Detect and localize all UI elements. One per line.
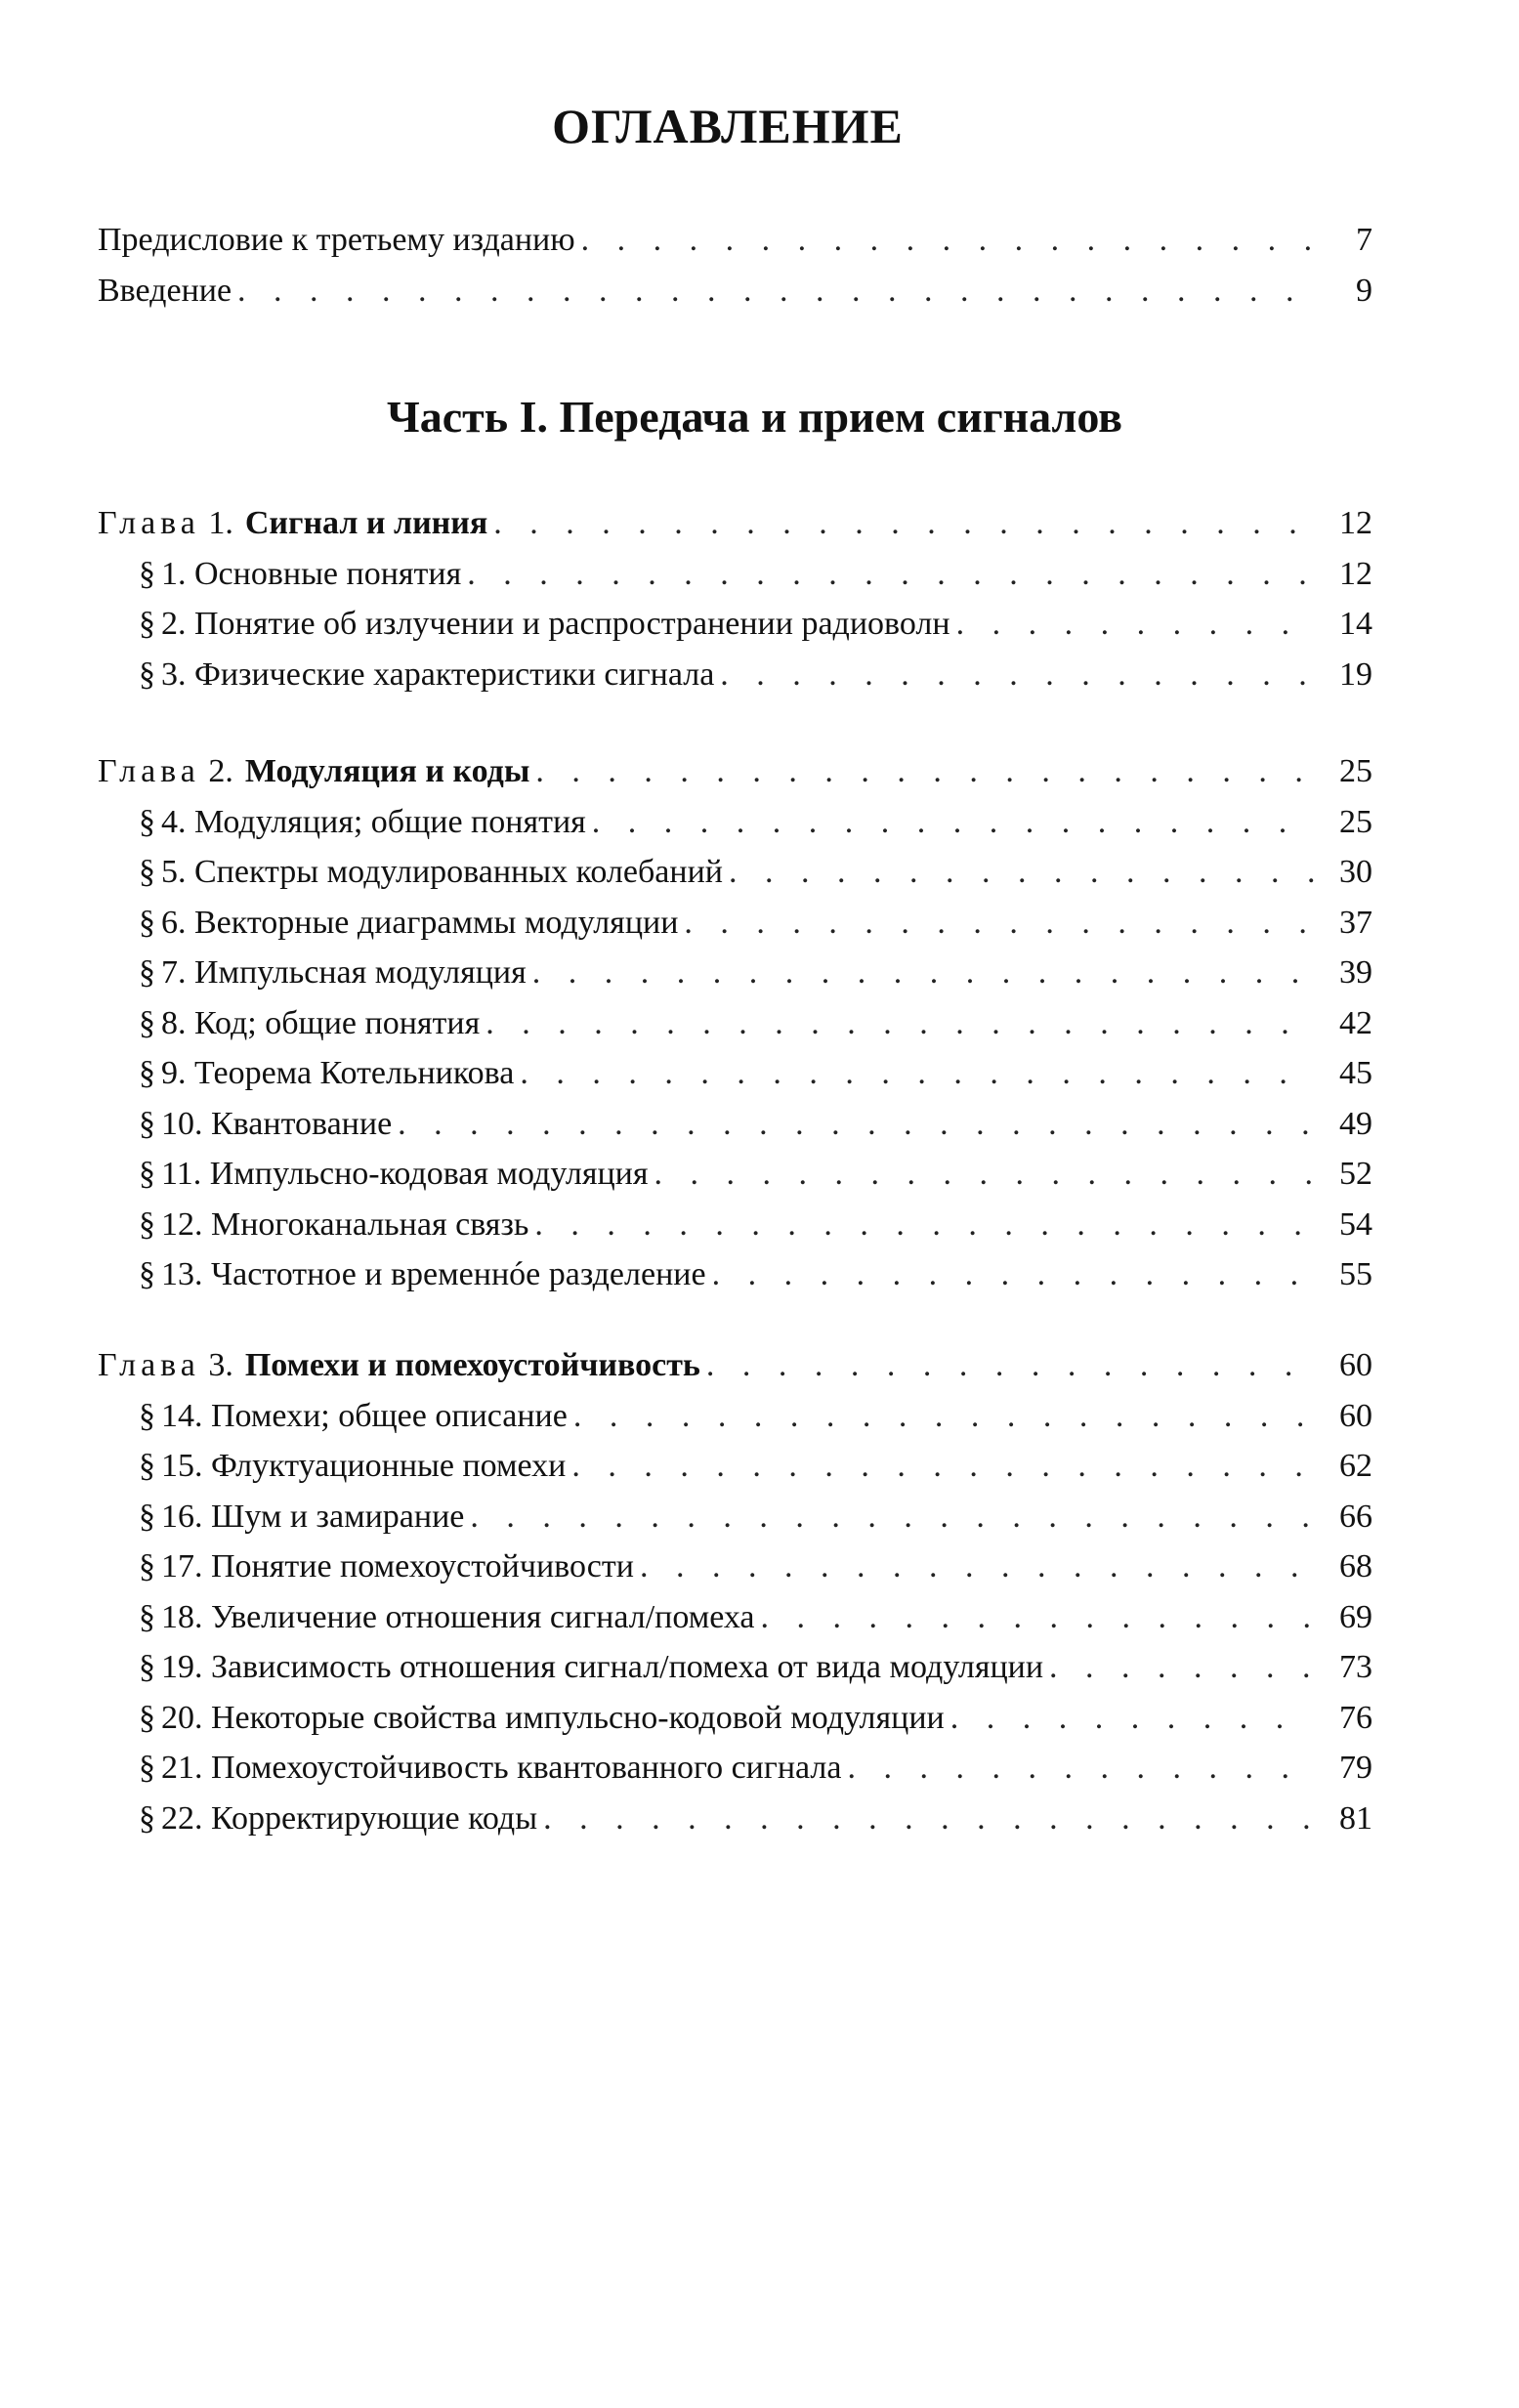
dot-leader [712, 1249, 1314, 1300]
section-label: 17. Понятие помехоустойчивости [161, 1548, 634, 1584]
toc-section-entry[interactable] [98, 1048, 1372, 1099]
toc-section-entry[interactable] [98, 1743, 1372, 1794]
section-sign: § [139, 1055, 155, 1091]
dot-leader [237, 266, 1314, 317]
section-sign: § [139, 904, 155, 941]
dot-leader [467, 549, 1314, 600]
toc-section-entry[interactable] [98, 1693, 1372, 1744]
section-label: 21. Помехоустойчивость квантованного сигнала [161, 1750, 842, 1786]
toc-page-number: 55 [1339, 1256, 1372, 1292]
toc-page-number: 81 [1339, 1799, 1372, 1837]
section-label: 13. Частотное и временнóе разделение [161, 1256, 706, 1292]
toc-section-entry[interactable] [98, 599, 1372, 650]
chapter-2-block [98, 746, 1372, 1300]
chapter-number: 1. [208, 505, 233, 541]
dot-leader [592, 797, 1314, 848]
section-heading [139, 549, 461, 600]
toc-entry-preface[interactable] [98, 215, 1372, 266]
chapter-heading [98, 1340, 700, 1391]
chapter-name: Сигнал и линия [244, 505, 488, 541]
page-title: ОГЛАВЛЕНИЕ [552, 99, 904, 153]
toc-section-entry[interactable] [98, 1492, 1372, 1542]
dot-leader [950, 1693, 1314, 1744]
section-sign: § [139, 1397, 155, 1434]
section-label: 12. Многоканальная связь [161, 1205, 529, 1243]
toc-page-number: 76 [1339, 1699, 1372, 1736]
toc-page-number: 42 [1339, 1004, 1372, 1041]
section-heading [139, 1592, 755, 1643]
section-label: 16. Шум и замирание [161, 1498, 465, 1535]
dot-leader [729, 847, 1314, 898]
dot-leader [470, 1492, 1314, 1542]
section-heading [139, 650, 714, 700]
chapter-number: 2. [208, 753, 233, 789]
toc-section-entry[interactable] [98, 948, 1372, 998]
section-heading [139, 1492, 464, 1542]
section-heading [139, 797, 586, 848]
toc-page-number: 7 [1356, 222, 1372, 258]
section-heading [139, 1642, 1043, 1693]
section-heading [139, 1794, 537, 1844]
dot-leader [654, 1149, 1314, 1200]
chapter-heading [98, 498, 487, 549]
chapter-heading [98, 746, 529, 797]
toc-section-entry[interactable] [98, 1200, 1372, 1250]
toc-page-number: 62 [1339, 1448, 1372, 1484]
section-heading [139, 847, 723, 898]
section-heading [139, 948, 527, 998]
dot-leader [573, 1391, 1314, 1442]
section-label: 8. Код; общие понятия [161, 1004, 481, 1041]
dot-leader [485, 998, 1314, 1049]
dot-leader [847, 1743, 1314, 1794]
section-sign: § [139, 555, 155, 592]
dot-leader [535, 746, 1314, 797]
section-sign: § [139, 1004, 155, 1041]
toc-section-entry[interactable] [98, 549, 1372, 600]
section-label: 9. Теорема Котельникова [161, 1055, 515, 1091]
toc-section-entry[interactable] [98, 1441, 1372, 1492]
chapter-word: Глава [98, 753, 200, 789]
section-heading [139, 1149, 649, 1200]
toc-page-number: 54 [1339, 1205, 1372, 1243]
section-sign: § [139, 1548, 155, 1584]
section-heading [139, 1048, 514, 1099]
dot-leader [534, 1200, 1314, 1250]
section-label: 6. Векторные диаграммы модуляции [161, 904, 679, 941]
section-heading [139, 898, 678, 949]
dot-leader [571, 1441, 1314, 1492]
section-sign: § [139, 1205, 155, 1243]
section-sign: § [139, 854, 155, 890]
section-heading [139, 1391, 568, 1442]
dot-leader [956, 599, 1314, 650]
toc-section-entry[interactable] [98, 797, 1372, 848]
toc-chapter-entry[interactable] [98, 498, 1372, 549]
toc-section-entry[interactable] [98, 998, 1372, 1049]
toc-page-number: 12 [1339, 555, 1372, 592]
dot-leader [720, 650, 1314, 700]
front-matter-list [98, 215, 1372, 316]
toc-page-number: 25 [1339, 803, 1372, 840]
dot-leader [684, 898, 1314, 949]
section-sign: § [139, 1598, 155, 1635]
section-heading [139, 998, 480, 1049]
toc-section-entry[interactable] [98, 650, 1372, 700]
toc-page-number: 79 [1339, 1750, 1372, 1786]
section-sign: § [139, 1105, 155, 1142]
section-sign: § [139, 655, 155, 693]
toc-section-entry[interactable] [98, 847, 1372, 898]
toc-page-number: 60 [1339, 1397, 1372, 1434]
section-sign: § [139, 1699, 155, 1736]
toc-section-entry[interactable] [98, 1592, 1372, 1643]
toc-page-number: 25 [1339, 753, 1372, 789]
dot-leader [520, 1048, 1314, 1099]
section-sign: § [139, 1156, 155, 1192]
chapter-name: Модуляция и коды [244, 753, 530, 789]
toc-page-number: 9 [1356, 272, 1372, 309]
section-label: 10. Квантование [161, 1105, 393, 1142]
toc-page-number: 45 [1339, 1055, 1372, 1091]
toc-section-entry[interactable] [98, 1099, 1372, 1150]
section-label: 5. Спектры модулированных колебаний [161, 854, 723, 890]
dot-leader [532, 948, 1314, 998]
section-heading [139, 1441, 566, 1492]
toc-entry-label: Введение [98, 272, 232, 309]
chapter-name: Помехи и помехоустойчивость [244, 1347, 700, 1383]
toc-chapter-entry[interactable] [98, 746, 1372, 797]
section-heading [139, 1099, 392, 1150]
section-label: 4. Модуляция; общие понятия [161, 803, 586, 840]
toc-entry-label: Предисловие к третьему изданию [98, 222, 575, 258]
dot-leader [1049, 1642, 1314, 1693]
toc-section-entry[interactable] [98, 1794, 1372, 1844]
dot-leader [398, 1099, 1314, 1150]
section-label: 3. Физические характеристики сигнала [161, 655, 715, 693]
toc-page-number: 12 [1339, 505, 1372, 541]
section-label: 14. Помехи; общее описание [161, 1397, 568, 1434]
toc-page-number: 73 [1339, 1649, 1372, 1685]
section-label: 18. Увеличение отношения сигнал/помеха [161, 1598, 755, 1635]
dot-leader [640, 1542, 1314, 1592]
section-label: 2. Понятие об излучении и распространении радиоволн [161, 606, 950, 642]
section-sign: § [139, 606, 155, 642]
toc-page-number: 52 [1339, 1156, 1372, 1192]
section-heading [139, 1542, 634, 1592]
section-sign: § [139, 1448, 155, 1484]
section-sign: § [139, 803, 155, 840]
section-sign: § [139, 954, 155, 991]
toc-page-number: 19 [1339, 655, 1372, 693]
section-heading [139, 1743, 841, 1794]
section-sign: § [139, 1256, 155, 1292]
toc-page-number: 49 [1339, 1105, 1372, 1142]
section-label: 19. Зависимость отношения сигнал/помеха от вида модуляции [161, 1649, 1044, 1685]
dot-leader [493, 498, 1314, 549]
dot-leader [761, 1592, 1314, 1643]
chapter-word: Глава [98, 1347, 200, 1383]
part-title: Часть I. Передача и прием сигналов [386, 392, 1123, 442]
section-heading [139, 1200, 528, 1250]
toc-chapter-entry[interactable] [98, 1340, 1372, 1391]
toc-section-entry[interactable] [98, 898, 1372, 949]
toc-page-number: 60 [1339, 1347, 1372, 1383]
section-heading [139, 599, 950, 650]
toc-page-number: 30 [1339, 854, 1372, 890]
chapter-number: 3. [208, 1347, 233, 1383]
section-label: 20. Некоторые свойства импульсно-кодовой модуляции [161, 1699, 945, 1736]
section-label: 7. Импульсная модуляция [161, 954, 527, 991]
toc-page-number: 39 [1339, 954, 1372, 991]
dot-leader [706, 1340, 1314, 1391]
section-sign: § [139, 1498, 155, 1535]
toc-section-entry[interactable] [98, 1391, 1372, 1442]
dot-leader [581, 215, 1314, 266]
section-label: 22. Корректирующие коды [161, 1799, 538, 1837]
chapter-3-block [98, 1340, 1372, 1843]
toc-page-number: 68 [1339, 1548, 1372, 1584]
toc-page-number: 66 [1339, 1498, 1372, 1535]
toc-page-number: 14 [1339, 606, 1372, 642]
section-sign: § [139, 1750, 155, 1786]
section-sign: § [139, 1649, 155, 1685]
toc-section-entry[interactable] [98, 1542, 1372, 1592]
dot-leader [543, 1794, 1314, 1844]
section-label: 1. Основные понятия [161, 555, 462, 592]
section-heading [139, 1249, 706, 1300]
toc-section-entry[interactable] [98, 1249, 1372, 1300]
chapter-word: Глава [98, 505, 200, 541]
section-label: 15. Флуктуационные помехи [161, 1448, 567, 1484]
toc-entry-introduction[interactable] [98, 266, 1372, 317]
section-label: 11. Импульсно-кодовая модуляция [161, 1156, 649, 1192]
section-sign: § [139, 1799, 155, 1837]
toc-page-number: 69 [1339, 1598, 1372, 1635]
toc-page-number: 37 [1339, 904, 1372, 941]
toc-section-entry[interactable] [98, 1149, 1372, 1200]
chapter-1-block [98, 498, 1372, 699]
toc-section-entry[interactable] [98, 1642, 1372, 1693]
section-heading [139, 1693, 945, 1744]
